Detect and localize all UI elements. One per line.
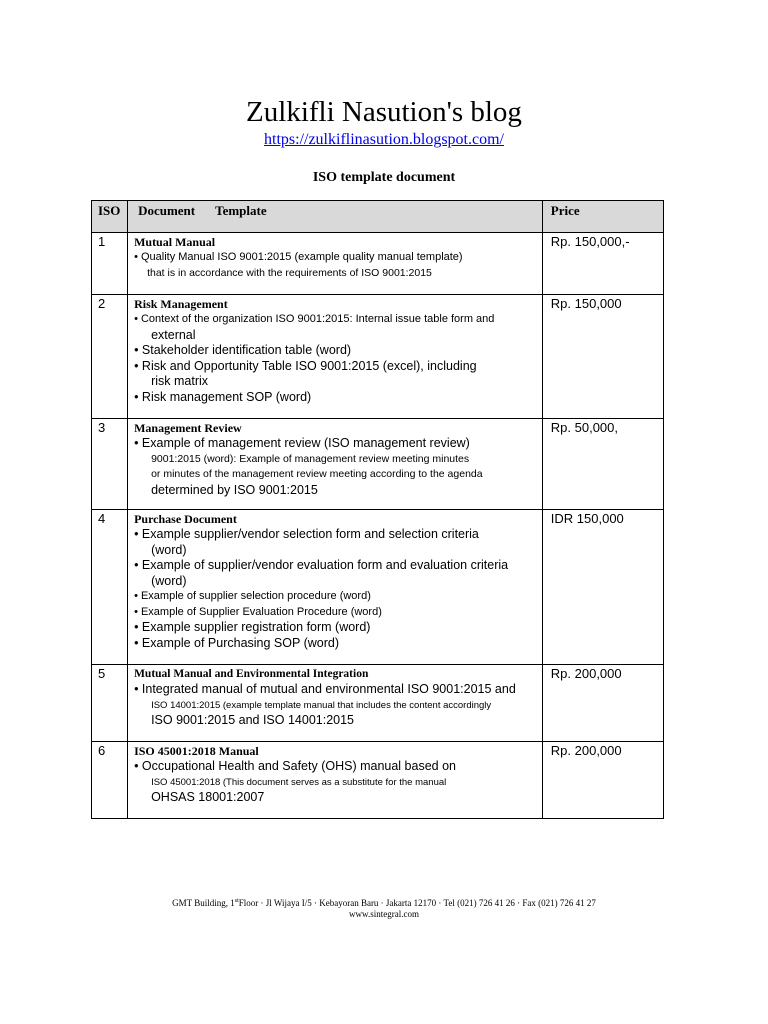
category-title: Purchase Document <box>134 512 237 526</box>
row-number: 6 <box>92 742 128 819</box>
item-text: • Stakeholder identification table (word) <box>134 343 352 357</box>
item-continuation: (word) <box>151 542 187 557</box>
header-document-template <box>128 201 543 233</box>
table-row <box>92 510 664 665</box>
item-text: • Example of management review (ISO management review) <box>134 436 470 450</box>
row-number: 4 <box>92 510 128 665</box>
item-continuation: or minutes of the management review meeting according to the agenda <box>151 468 483 480</box>
row-price: Rp. 150,000,- <box>542 233 663 295</box>
category-title: Risk Management <box>134 297 228 311</box>
list-item <box>134 312 542 343</box>
header-document: Document <box>138 203 196 218</box>
table-row <box>92 742 664 819</box>
item-continuation: determined by ISO 9001:2015 <box>151 482 318 497</box>
list-item <box>134 390 542 406</box>
item-text: • Integrated manual of mutual and environmental ISO 9001:2015 and <box>134 682 516 696</box>
list-item <box>134 436 542 498</box>
list-item <box>134 527 542 558</box>
list-item <box>134 250 542 281</box>
footer-address <box>0 896 768 909</box>
iso-template-table <box>91 200 664 819</box>
item-continuation: ISO 14001:2015 (example template manual that includes the content accordingly <box>151 699 492 711</box>
row-document <box>128 233 543 295</box>
item-text: • Example of supplier/vendor evaluation form and evaluation criteria <box>134 558 509 572</box>
footer-address-sup: st <box>234 898 239 904</box>
table-row <box>92 419 664 510</box>
item-continuation: ISO 9001:2015 and ISO 14001:2015 <box>151 712 355 727</box>
table-row <box>92 233 664 295</box>
category-title: Mutual Manual <box>134 235 216 249</box>
row-document <box>128 295 543 419</box>
row-number: 1 <box>92 233 128 295</box>
row-price: Rp. 200,000 <box>542 665 663 742</box>
row-price: IDR 150,000 <box>542 510 663 665</box>
item-continuation: ISO 45001:2018 (This document serves as a substitute for the manual <box>151 776 447 788</box>
list-item <box>134 359 542 390</box>
blog-url-link[interactable]: https://zulkiflinasution.blogspot.com/ <box>264 131 504 148</box>
item-continuation: OHSAS 18001:2007 <box>151 789 265 804</box>
item-text: • Context of the organization ISO 9001:2015: Internal issue table form and <box>134 313 495 325</box>
category-title: Management Review <box>134 421 242 435</box>
list-item <box>134 343 542 359</box>
item-text: • Risk and Opportunity Table ISO 9001:2015 (excel), including <box>134 358 477 373</box>
row-number: 2 <box>92 295 128 419</box>
table-row <box>92 665 664 742</box>
row-price: Rp. 200,000 <box>542 742 663 819</box>
header-iso: ISO <box>92 201 128 233</box>
item-continuation: risk matrix <box>151 374 209 388</box>
category-title: Mutual Manual and Environmental Integration <box>134 668 369 680</box>
row-document <box>128 665 543 742</box>
footer-address-part1: GMT Building, 1 <box>172 898 235 908</box>
item-continuation: external <box>151 327 196 342</box>
document-title: ISO template document <box>312 170 456 185</box>
row-document <box>128 419 543 510</box>
blog-url-wrapper <box>0 130 768 150</box>
item-text: • Example of Supplier Evaluation Procedure (word) <box>134 605 382 618</box>
footer <box>0 896 768 920</box>
row-number: 5 <box>92 665 128 742</box>
row-document <box>128 742 543 819</box>
item-text: • Occupational Health and Safety (OHS) manual based on <box>134 759 456 773</box>
list-item <box>134 589 542 605</box>
header-template: Template <box>215 203 267 218</box>
list-item <box>134 636 542 652</box>
blog-title: Zulkifli Nasution's blog <box>246 96 522 128</box>
category-title: ISO 45001:2018 Manual <box>134 744 259 758</box>
table-header-row <box>92 201 664 233</box>
item-continuation: that is in accordance with the requirements of ISO 9001:2015 <box>147 266 432 279</box>
list-item <box>134 759 542 805</box>
header-price: Price <box>542 201 663 233</box>
item-text: • Example of supplier selection procedure (word) <box>134 590 371 602</box>
item-text: • Quality Manual ISO 9001:2015 (example quality manual template) <box>134 251 463 263</box>
list-item <box>134 682 542 728</box>
row-price: Rp. 150,000 <box>542 295 663 419</box>
table-row <box>92 295 664 419</box>
row-document <box>128 510 543 665</box>
item-continuation: (word) <box>151 573 187 588</box>
list-item <box>134 558 542 589</box>
item-continuation: 9001:2015 (word): Example of management review meeting minutes <box>151 452 470 465</box>
footer-website: www.sintegral.com <box>349 909 419 919</box>
row-number: 3 <box>92 419 128 510</box>
item-text: • Example of Purchasing SOP (word) <box>134 635 339 650</box>
list-item <box>134 605 542 621</box>
item-text: • Example supplier registration form (word) <box>134 620 371 634</box>
list-item <box>134 620 542 636</box>
footer-address-part2: Floor · Jl Wijaya I/5 · Kebayoran Baru · Jakarta 12170 · Tel (021) 726 41 26 · Fax (021) 726 41 27 <box>238 898 596 908</box>
item-text: • Risk management SOP (word) <box>134 389 312 404</box>
item-text: • Example supplier/vendor selection form and selection criteria <box>134 527 479 541</box>
row-price: Rp. 50,000, <box>542 419 663 510</box>
